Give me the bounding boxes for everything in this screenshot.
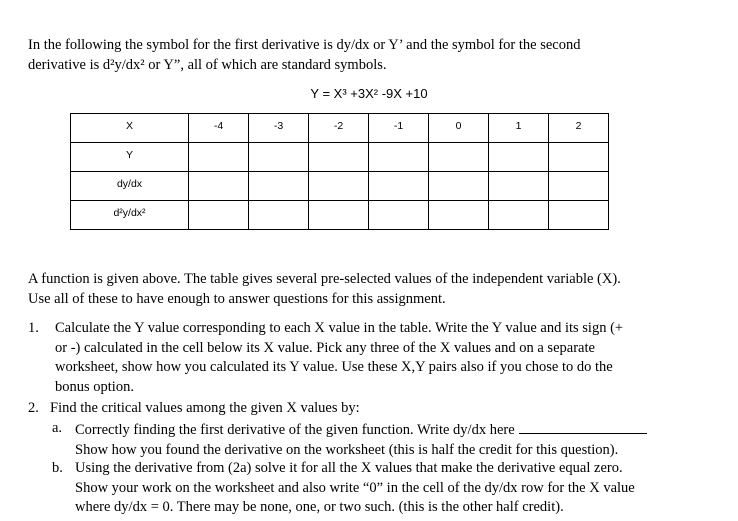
x-value-cell: -2 bbox=[309, 114, 369, 143]
answer-cell[interactable] bbox=[369, 201, 429, 230]
answer-cell[interactable] bbox=[309, 172, 369, 201]
answer-cell[interactable] bbox=[249, 201, 309, 230]
answer-cell[interactable] bbox=[189, 201, 249, 230]
answer-cell[interactable] bbox=[309, 201, 369, 230]
answer-cell[interactable] bbox=[369, 143, 429, 172]
paragraph-line-2: Use all of these to have enough to answer questions for this assignment. bbox=[28, 291, 446, 307]
derivative-answer-blank[interactable] bbox=[519, 419, 647, 434]
answer-cell[interactable] bbox=[489, 143, 549, 172]
item-line: or -) calculated in the cell below its X value. Pick any three of the X values and on a separate bbox=[55, 339, 595, 356]
answer-cell[interactable] bbox=[429, 201, 489, 230]
values-table bbox=[70, 113, 609, 230]
item-line: worksheet, show how you calculated its Y value. Use these X,Y pairs also if you chose to do the bbox=[55, 359, 613, 375]
answer-cell[interactable] bbox=[249, 172, 309, 201]
row-label-dydx: dy/dx bbox=[71, 172, 189, 201]
table-row-d2ydx2 bbox=[71, 201, 609, 230]
x-value-cell: -1 bbox=[369, 114, 429, 143]
table-row-x bbox=[71, 114, 609, 143]
x-value-cell: 0 bbox=[429, 114, 489, 143]
function-equation: Y = X³ +3X² -9X +10 bbox=[310, 86, 428, 101]
item-line: Find the critical values among the given X values by: bbox=[50, 400, 360, 416]
answer-cell[interactable] bbox=[429, 172, 489, 201]
answer-cell[interactable] bbox=[249, 143, 309, 172]
table-row-y bbox=[71, 143, 609, 172]
answer-cell[interactable] bbox=[549, 201, 609, 230]
item-line: bonus option. bbox=[55, 378, 134, 395]
answer-cell[interactable] bbox=[189, 143, 249, 172]
sub-item-letter: a. bbox=[52, 420, 63, 436]
description-paragraph bbox=[28, 269, 718, 309]
item-line: Show how you found the derivative on the worksheet (this is half the credit for this question). bbox=[75, 441, 619, 458]
item-number: 2. bbox=[28, 400, 39, 416]
x-value-cell: -4 bbox=[189, 114, 249, 143]
row-label-d2ydx2: d²y/dx² bbox=[71, 201, 189, 230]
answer-cell[interactable] bbox=[489, 172, 549, 201]
paragraph-line-1: A function is given above. The table gives several pre-selected values of the independent variable (X). bbox=[28, 271, 621, 287]
answer-cell[interactable] bbox=[489, 201, 549, 230]
x-value-cell: 2 bbox=[549, 114, 609, 143]
intro-text bbox=[28, 35, 718, 75]
answer-cell[interactable] bbox=[549, 143, 609, 172]
item-line: Show your work on the worksheet and also write “0” in the cell of the dy/dx row for the X value bbox=[75, 479, 635, 496]
row-label-y: Y bbox=[71, 143, 189, 172]
x-value-cell: 1 bbox=[489, 114, 549, 143]
answer-cell[interactable] bbox=[189, 172, 249, 201]
x-value-cell: -3 bbox=[249, 114, 309, 143]
table-row-dydx bbox=[71, 172, 609, 201]
item-line-text: Correctly finding the first derivative of the given function. Write dy/dx here bbox=[75, 422, 515, 438]
answer-cell[interactable] bbox=[369, 172, 429, 201]
item-line: Calculate the Y value corresponding to each X value in the table. Write the Y value and its sign (+ bbox=[55, 320, 624, 336]
answer-cell[interactable] bbox=[429, 143, 489, 172]
answer-cell[interactable] bbox=[309, 143, 369, 172]
intro-line-2: derivative is d²y/dx² or Y”, all of which are standard symbols. bbox=[28, 57, 387, 73]
sub-item-letter: b. bbox=[52, 460, 63, 476]
item-line: where dy/dx = 0. There may be none, one, or two such. (this is the other half credit). bbox=[75, 499, 564, 515]
item-line: Using the derivative from (2a) solve it for all the X values that make the derivative equal zero. bbox=[75, 460, 623, 476]
answer-cell[interactable] bbox=[549, 172, 609, 201]
item-line bbox=[75, 419, 730, 441]
item-number: 1. bbox=[28, 320, 39, 336]
intro-line-1: In the following the symbol for the first derivative is dy/dx or Y’ and the symbol for the second bbox=[28, 37, 581, 53]
row-label-x: X bbox=[71, 114, 189, 143]
